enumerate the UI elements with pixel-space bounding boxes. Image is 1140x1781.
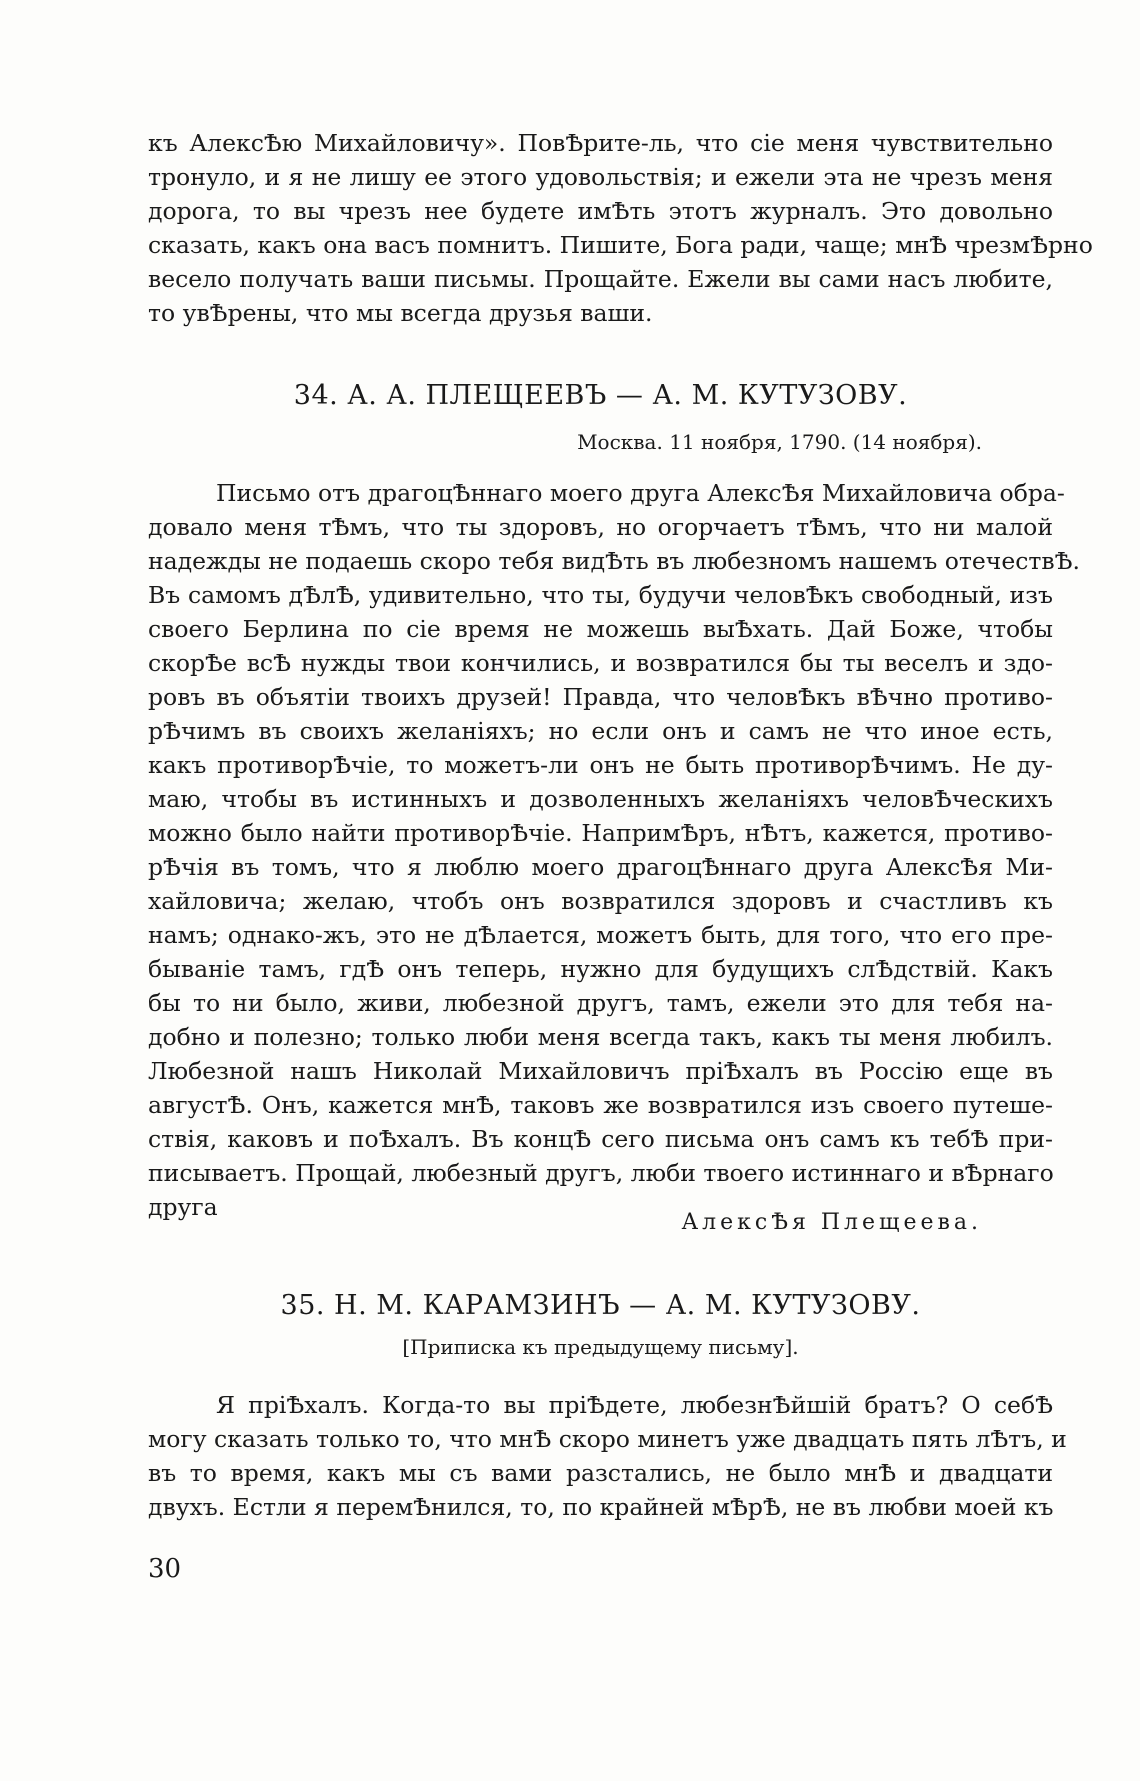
text-line: намъ; однако-жъ, это не дѢлается, можетъ быть, для того, что его пре- (148, 921, 1053, 949)
text-line: дорога, то вы чрезъ нее будете имѢть этотъ журналъ. Это довольно (148, 197, 1053, 225)
text-line: маю, чтобы въ истинныхъ и дозволенныхъ желаніяхъ человѢческихъ (148, 785, 1053, 813)
text-line: двухъ. Естли я перемѢнился, то, по крайней мѢрѢ, не въ любви моей къ (148, 1493, 1054, 1521)
text-line: въ то время, какъ мы съ вами разстались, не было мнѢ и двадцати (148, 1459, 1053, 1487)
text-line: сказать, какъ она васъ помнитъ. Пишите, Бога ради, чаще; мнѢ чрезмѢрно (148, 231, 1093, 259)
letter-34-dateline: Москва. 11 ноября, 1790. (14 ноября). (577, 430, 982, 454)
text-line: какъ противорѢчіе, то можетъ-ли онъ не быть противорѢчимъ. Не ду- (148, 751, 1053, 779)
text-line: ровъ въ объятіи твоихъ друзей! Правда, что человѢкъ вѢчно противо- (148, 683, 1053, 711)
text-line: хайловича; желаю, чтобъ онъ возвратился здоровъ и счастливъ къ (148, 887, 1053, 915)
text-line: то увѢрены, что мы всегда друзья ваши. (148, 299, 653, 327)
letter-34-body (148, 476, 1081, 1224)
text-line: августѢ. Онъ, кажется мнѢ, таковъ же возвратился изъ своего путеше- (148, 1091, 1053, 1119)
text-line: Я пріѢхалъ. Когда-то вы пріѢдете, любезнѢйшій братъ? О себѢ (216, 1391, 1053, 1419)
text-line: бы то ни было, живи, любезной другъ, тамъ, ежели это для тебя на- (148, 989, 1053, 1017)
text-line: рѢчимъ въ своихъ желаніяхъ; но если онъ и самъ не что иное есть, (148, 717, 1053, 745)
text-line: друга (148, 1193, 218, 1221)
letter-34-signature: АлексѢя Плещеева. (681, 1210, 982, 1235)
text-line: добно и полезно; только люби меня всегда такъ, какъ ты меня любилъ. (148, 1023, 1053, 1051)
text-line: писываетъ. Прощай, любезный другъ, люби твоего истиннаго и вѢрнаго (148, 1159, 1054, 1187)
text-line: надежды не подаешь скоро тебя видѢть въ любезномъ нашемъ отечествѢ. (148, 547, 1081, 575)
text-line: своего Берлина по сіе время не можешь выѢхать. Дай Боже, чтобы (148, 615, 1053, 643)
intro-paragraph (148, 126, 1093, 330)
text-line: рѢчія въ томъ, что я люблю моего драгоцѢннаго друга АлексѢя Ми- (148, 853, 1053, 881)
text-line: бываніе тамъ, гдѢ онъ теперь, нужно для будущихъ слѢдствій. Какъ (148, 955, 1053, 983)
letter-35-body (148, 1388, 1067, 1524)
text-line: Любезной нашъ Николай Михайловичъ пріѢхалъ въ Россію еще въ (148, 1057, 1053, 1085)
text-line: къ АлексѢю Михайловичу». ПовѢрите-ль, что сіе меня чувствительно (148, 129, 1053, 157)
text-line: весело получать ваши письмы. Прощайте. Ежели вы сами насъ любите, (148, 265, 1053, 293)
letter-35-postscript-note: [Приписка къ предыдущему письму]. (402, 1335, 799, 1359)
text-line: Въ самомъ дѢлѢ, удивительно, что ты, будучи человѢкъ свободный, изъ (148, 581, 1053, 609)
text-line: довало меня тѢмъ, что ты здоровъ, но огорчаетъ тѢмъ, что ни малой (148, 513, 1053, 541)
page-number: 30 (148, 1554, 182, 1584)
text-line: тронуло, и я не лишу ее этого удовольствія; и ежели эта не чрезъ меня (148, 163, 1053, 191)
text-line: ствія, каковъ и поѢхалъ. Въ концѢ сего письма онъ самъ къ тебѢ при- (148, 1125, 1053, 1153)
text-line: могу сказать только то, что мнѢ скоро минетъ уже двадцать пять лѢтъ, и (148, 1425, 1067, 1453)
text-line: скорѢе всѢ нужды твои кончились, и возвратился бы ты веселъ и здо- (148, 649, 1053, 677)
text-line: можно было найти противорѢчіе. НапримѢръ, нѢтъ, кажется, противо- (148, 819, 1053, 847)
text-line: Письмо отъ драгоцѢннаго моего друга АлексѢя Михайловича обра- (216, 479, 1065, 507)
letter-35-heading: 35. Н. М. КАРАМЗИНЪ — А. М. КУТУЗОВУ. (280, 1290, 921, 1321)
letter-34-heading: 34. А. А. ПЛЕЩЕЕВЪ — А. М. КУТУЗОВУ. (293, 380, 908, 411)
